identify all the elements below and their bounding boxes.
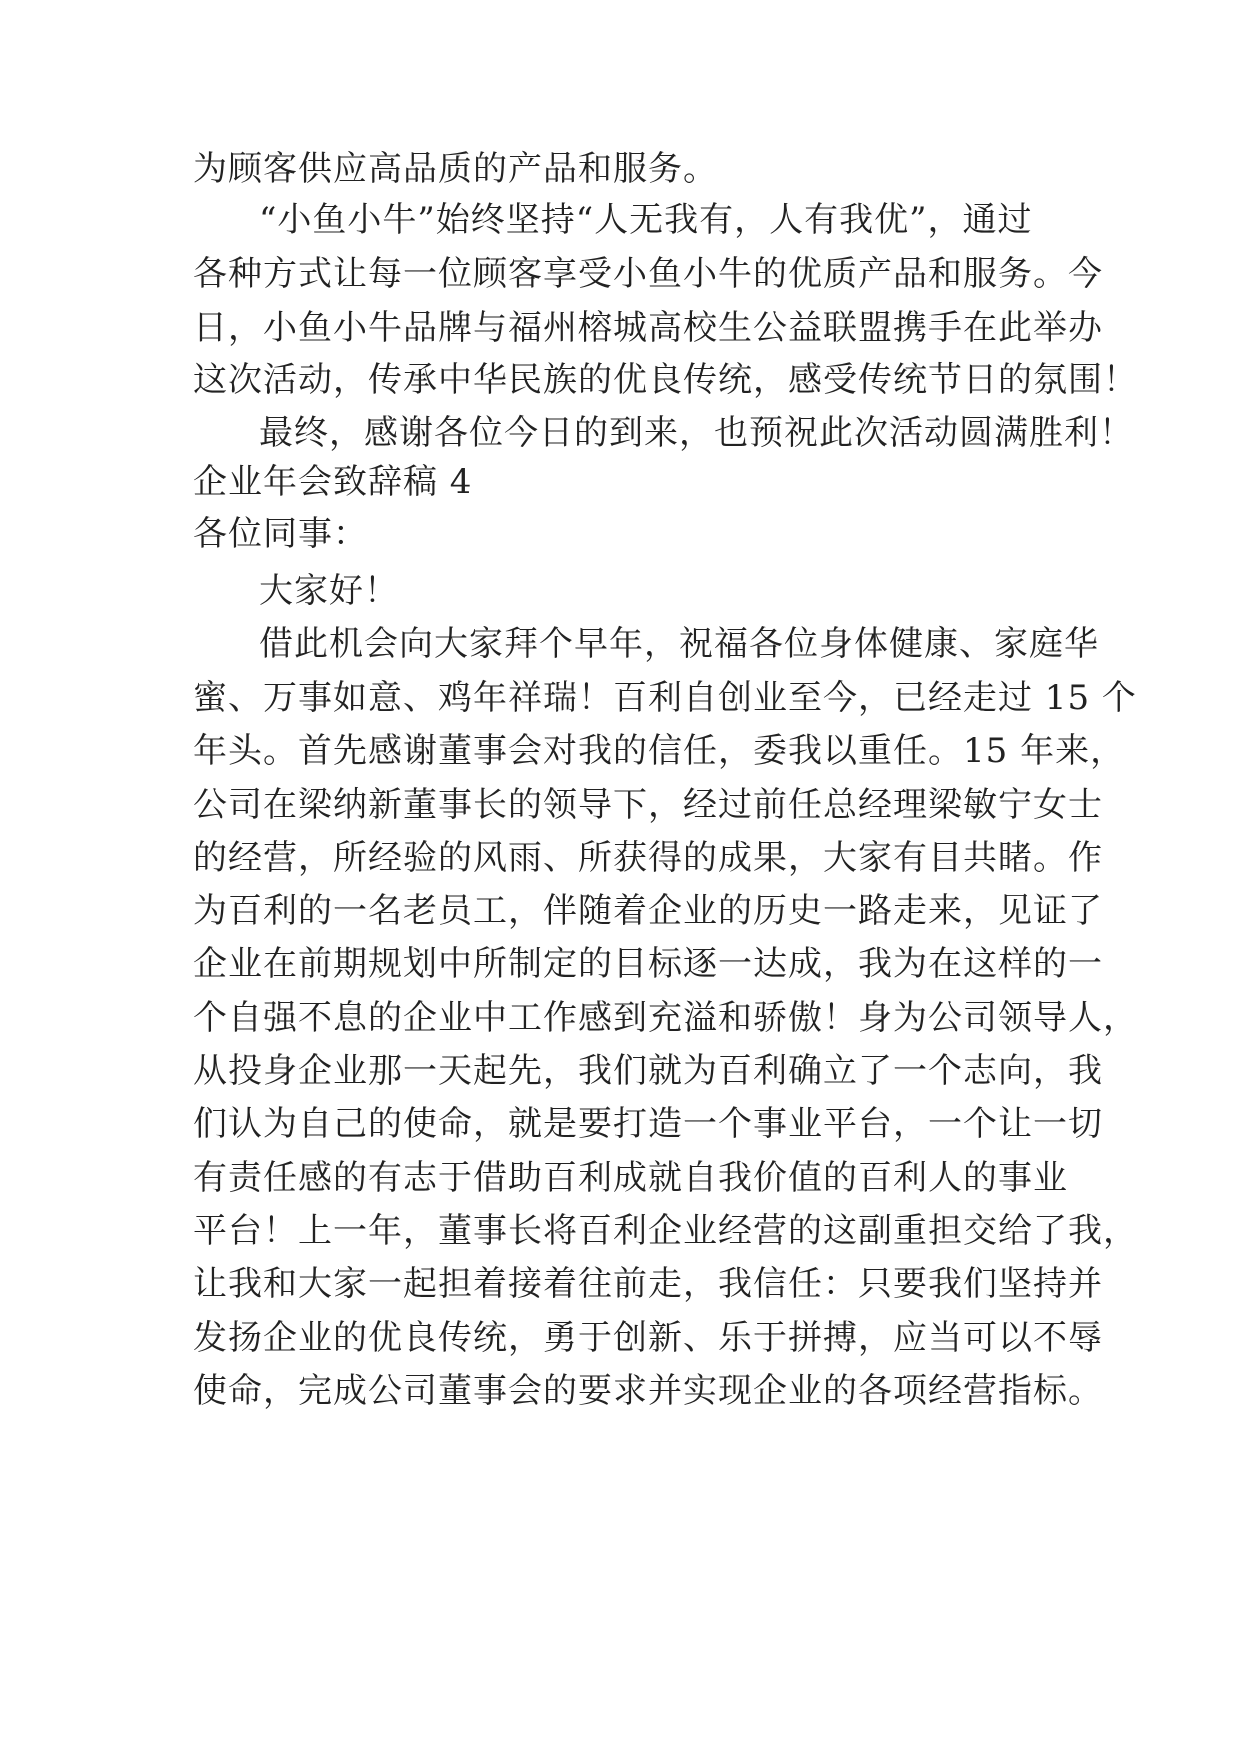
text-line: 的经营，所经验的风雨、所获得的成果，大家有目共睹。作 bbox=[193, 838, 1103, 878]
text-line: 各种方式让每一位顾客享受小鱼小牛的优质产品和服务。今 bbox=[193, 254, 1103, 294]
text-line: 借此机会向大家拜个早年，祝福各位身体健康、家庭华 bbox=[259, 624, 1099, 664]
text-line: 公司在梁纳新董事长的领导下，经过前任总经理梁敏宁女士 bbox=[193, 785, 1103, 825]
text-line: 平台！上一年，董事长将百利企业经营的这副重担交给了我， bbox=[193, 1211, 1138, 1251]
text-line: 们认为自己的使命，就是要打造一个事业平台，一个让一切 bbox=[193, 1104, 1103, 1144]
text-line: 有责任感的有志于借助百利成就自我价值的百利人的事业 bbox=[193, 1158, 1068, 1198]
text-line: 这次活动，传承中华民族的优良传统，感受传统节日的氛围！ bbox=[193, 360, 1138, 400]
text-line: 最终，感谢各位今日的到来，也预祝此次活动圆满胜利！ bbox=[259, 413, 1134, 453]
text-line: 让我和大家一起担着接着往前走，我信任：只要我们坚持并 bbox=[193, 1264, 1103, 1304]
greeting: 大家好！ bbox=[259, 571, 399, 611]
text-line: 蜜、万事如意、鸡年祥瑞！百利自创业至今，已经走过 15 个 bbox=[193, 678, 1137, 718]
text-line: 为顾客供应高品质的产品和服务。 bbox=[193, 149, 718, 189]
text-line: 日，小鱼小牛品牌与福州榕城高校生公益联盟携手在此举办 bbox=[193, 308, 1103, 348]
salutation: 各位同事： bbox=[193, 514, 368, 554]
text-line: 企业在前期规划中所制定的目标逐一达成，我为在这样的一 bbox=[193, 944, 1103, 984]
text-line: 从投身企业那一天起先，我们就为百利确立了一个志向，我 bbox=[193, 1051, 1103, 1091]
text-line: “小鱼小牛”始终坚持“人无我有，人有我优”，通过 bbox=[259, 200, 1033, 240]
text-line: 使命，完成公司董事会的要求并实现企业的各项经营指标。 bbox=[193, 1371, 1103, 1411]
text-line: 为百利的一名老员工，伴随着企业的历史一路走来，见证了 bbox=[193, 891, 1103, 931]
text-line: 个自强不息的企业中工作感到充溢和骄傲！身为公司领导人， bbox=[193, 998, 1138, 1038]
text-line: 年头。首先感谢董事会对我的信任，委我以重任。15 年来， bbox=[193, 731, 1126, 771]
section-heading: 企业年会致辞稿 4 bbox=[193, 462, 473, 502]
text-line: 发扬企业的优良传统，勇于创新、乐于拼搏，应当可以不辱 bbox=[193, 1318, 1103, 1358]
